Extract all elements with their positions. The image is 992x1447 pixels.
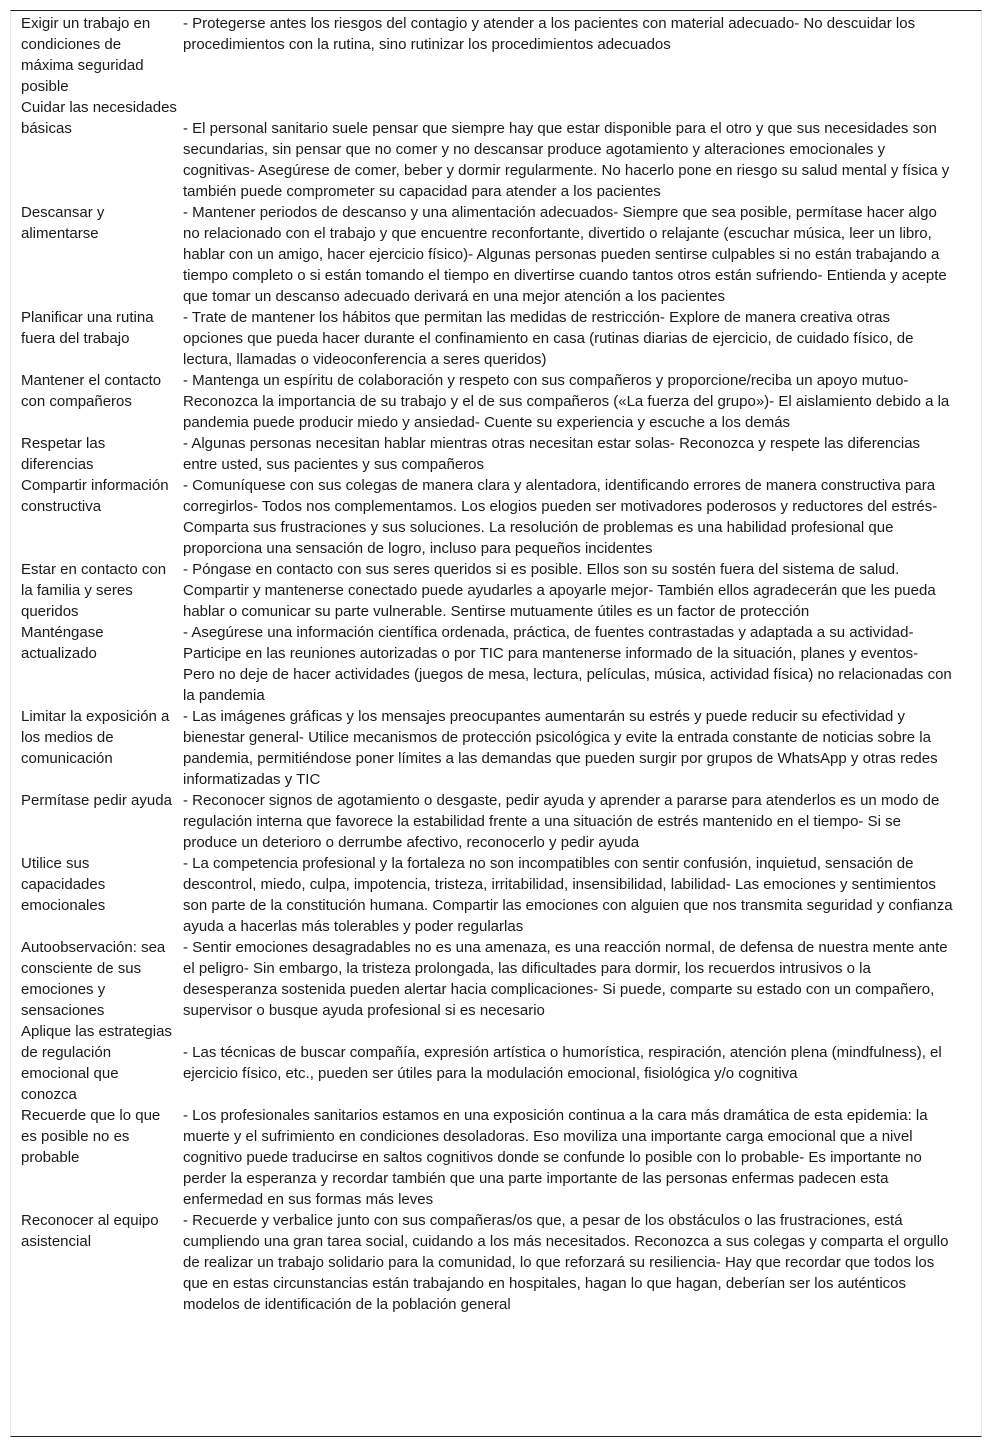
recommendation-description: - Mantener periodos de descanso y una alimentación adecuados- Siempre que sea posible, permítase hacer algo no relacionado con el trabajo y que encuentre reconfortante, divertido o relajante (escuchar música, leer un libro, hablar con un amigo, hacer ejercicio físico)- Algunas personas pueden sentirse culpables si no están trabajando a tiempo completo o si están tomando el tiempo en divertirse cuando tantos otros están sufriendo- Entienda y acepte que tomar un descanso adecuado derivará en una mejor atención a los pacientes xyxy=(183,204,947,305)
table-row xyxy=(11,475,981,559)
table-row xyxy=(11,937,981,1021)
recommendation-title: Permítase pedir ayuda xyxy=(21,792,172,809)
recommendation-title: Descansar y alimentarse xyxy=(21,204,105,242)
recommendation-description: - La competencia profesional y la fortaleza no son incompatibles con sentir confusión, inquietud, sensación de descontrol, miedo, culpa, impotencia, tristeza, irritabilidad, insensibilidad, labilidad- Las emociones y sentimientos son parte de la constitución humana. Compartir las emociones con alguien que nos transmita seguridad y confianza ayuda a hacerlas más tolerables y poder regularlas xyxy=(183,855,953,935)
recommendation-description: - Protegerse antes los riesgos del contagio y atender a los pacientes con material adecuado- No descuidar los procedimientos con la rutina, sino rutinizar los procedimientos adecuados xyxy=(183,15,916,53)
recommendation-description: - Sentir emociones desagradables no es una amenaza, es una reacción normal, de defensa de nuestra mente ante el peligro- Sin embargo, la tristeza prolongada, las dificultades para dormir, los recuerdos intrusivos o la desesperanza sostenida pueden alertar hacia complicaciones- Si puede, comparte su estado con un compañero, supervisor o busque ayuda profesional si es necesario xyxy=(183,939,948,1019)
recommendation-description: - Póngase en contacto con sus seres queridos si es posible. Ellos son su sostén fuera del sistema de salud. Compartir y mantenerse conectado puede ayudarles a apoyarle mejor- También ellos agradecerán que les pueda hablar o comunicar su parte vulnerable. Sentirse mutuamente útiles es un factor de protección xyxy=(183,561,936,620)
recommendation-title: Compartir información constructiva xyxy=(21,477,169,515)
recommendation-title: Utilice sus capacidades emocionales xyxy=(21,855,106,914)
table-row xyxy=(11,790,981,853)
recommendations-table xyxy=(11,11,981,1315)
recommendation-description: - Los profesionales sanitarios estamos en una exposición continua a la cara más dramática de esta epidemia: la muerte y el sufrimiento en condiciones desoladoras. Eso moviliza una importante carga emocional que a nivel cognitivo puede traducirse en saltos cognitivos donde se confunde lo posible con lo probable- Es importante no perder la esperanza y recordar también que una parte importante de las personas enfermas padecen esta enfermedad en sus formas más leves xyxy=(183,1107,928,1208)
recommendation-title: Aplique las estrategias de regulación emocional que conozca xyxy=(21,1023,172,1103)
recommendation-title: Respetar las diferencias xyxy=(21,435,106,473)
recommendation-description: - Asegúrese una información científica ordenada, práctica, de fuentes contrastadas y adaptada a su actividad- Participe en las reuniones autorizadas o por TIC para mantenerse informado de la situación, planes y eventos- Pero no deje de hacer actividades (juegos de mesa, lectura, películas, música, actividad física) no relacionadas con la pandemia xyxy=(183,624,952,704)
table-row xyxy=(11,370,981,433)
recommendation-description: - Algunas personas necesitan hablar mientras otras necesitan estar solas- Reconozca y respete las diferencias entre usted, sus pacientes y sus compañeros xyxy=(183,435,921,473)
recommendation-title: Planificar una rutina fuera del trabajo xyxy=(21,309,154,347)
table-row xyxy=(11,433,981,475)
table-row xyxy=(11,706,981,790)
recommendation-description: - Las imágenes gráficas y los mensajes preocupantes aumentarán su estrés y puede reducir su efectividad y bienestar general- Utilice mecanismos de protección psicológica y evite la entrada constante de noticias sobre la pandemia, permitiéndose poner límites a las demandas que pueden surgir por grupos de WhatsApp y otras redes informatizadas y TIC xyxy=(183,708,938,788)
table-row xyxy=(11,1105,981,1210)
table-row xyxy=(11,1021,981,1105)
table-row xyxy=(11,11,981,97)
recommendation-description: - El personal sanitario suele pensar que siempre hay que estar disponible para el otro y que sus necesidades son secundarias, sin pensar que no comer y no descansar produce agotamiento y alteraciones emocionales y cognitivas- Asegúrese de comer, beber y dormir regularmente. No hacerlo pone en riesgo su salud mental y física y también puede comprometer su capacidad para atender a los pacientes xyxy=(183,120,950,200)
recommendation-title: Cuidar las necesidades básicas xyxy=(21,99,177,137)
recommendation-description: - Recuerde y verbalice junto con sus compañeras/os que, a pesar de los obstáculos o las frustraciones, está cumpliendo una gran tarea social, cuidando a los más necesitados. Reconozca a sus colegas y comparta el orgullo de realizar un trabajo solidario para la comunidad, lo que reforzará su resiliencia- Hay que recordar que todos los que en estas circunstancias están trabajando en hospitales, hagan lo que hagan, deberían ser los auténticos modelos de identificación de la población general xyxy=(183,1212,949,1313)
table-row xyxy=(11,202,981,307)
recommendation-description: - Mantenga un espíritu de colaboración y respeto con sus compañeros y proporcione/reciba un apoyo mutuo- Reconozca la importancia de su trabajo y el de sus compañeros («La fuerza del grupo»)- El aislamiento debido a la pandemia puede producir miedo y ansiedad- Cuente su experiencia y escuche a los demás xyxy=(183,372,950,431)
recommendation-title: Reconocer al equipo asistencial xyxy=(21,1212,159,1250)
recommendation-description: - Trate de mantener los hábitos que permitan las medidas de restricción- Explore de manera creativa otras opciones que pueda hacer durante el confinamiento en casa (rutinas diarias de ejercicio, de cuidado físico, de lectura, llamadas o videoconferencia a seres queridos) xyxy=(183,309,914,368)
recommendation-title: Mantener el contacto con compañeros xyxy=(21,372,162,410)
table-row xyxy=(11,559,981,622)
recommendation-title: Exigir un trabajo en condiciones de máxima seguridad posible xyxy=(21,15,151,95)
recommendation-title: Recuerde que lo que es posible no es probable xyxy=(21,1107,161,1166)
table-row xyxy=(11,853,981,937)
table-row xyxy=(11,97,981,202)
table-body xyxy=(11,11,981,1315)
recommendation-title: Limitar la exposición a los medios de comunicación xyxy=(21,708,170,767)
table-row xyxy=(11,1210,981,1315)
recommendation-title: Estar en contacto con la familia y seres queridos xyxy=(21,561,167,620)
recommendation-description: - Comuníquese con sus colegas de manera clara y alentadora, identificando errores de manera constructiva para corregirlos- Todos nos complementamos. Los elogios pueden ser motivadores poderosos y reductores del estrés- Comparta sus frustraciones y sus soluciones. La resolución de problemas es una habilidad profesional que proporciona una sensación de logro, incluso para pequeños incidentes xyxy=(183,477,938,557)
recommendation-title: Autoobservación: sea consciente de sus emociones y sensaciones xyxy=(21,939,166,1019)
table-row xyxy=(11,622,981,706)
recommendation-description: - Reconocer signos de agotamiento o desgaste, pedir ayuda y aprender a pararse para atenderlos es un modo de regulación interna que favorece la estabilidad frente a una situación de estrés mantenido en el tiempo- Si se produce un deterioro o derrumbe afectivo, reconocerlo y pedir ayuda xyxy=(183,792,940,851)
recommendations-table-container xyxy=(10,10,982,1437)
recommendation-description: - Las técnicas de buscar compañía, expresión artística o humorística, respiración, atención plena (mindfulness), el ejercicio físico, etc., pueden ser útiles para la modulación emocional, fisiológica y/o cognitiva xyxy=(183,1044,942,1082)
table-row xyxy=(11,307,981,370)
recommendation-title: Manténgase actualizado xyxy=(21,624,104,662)
